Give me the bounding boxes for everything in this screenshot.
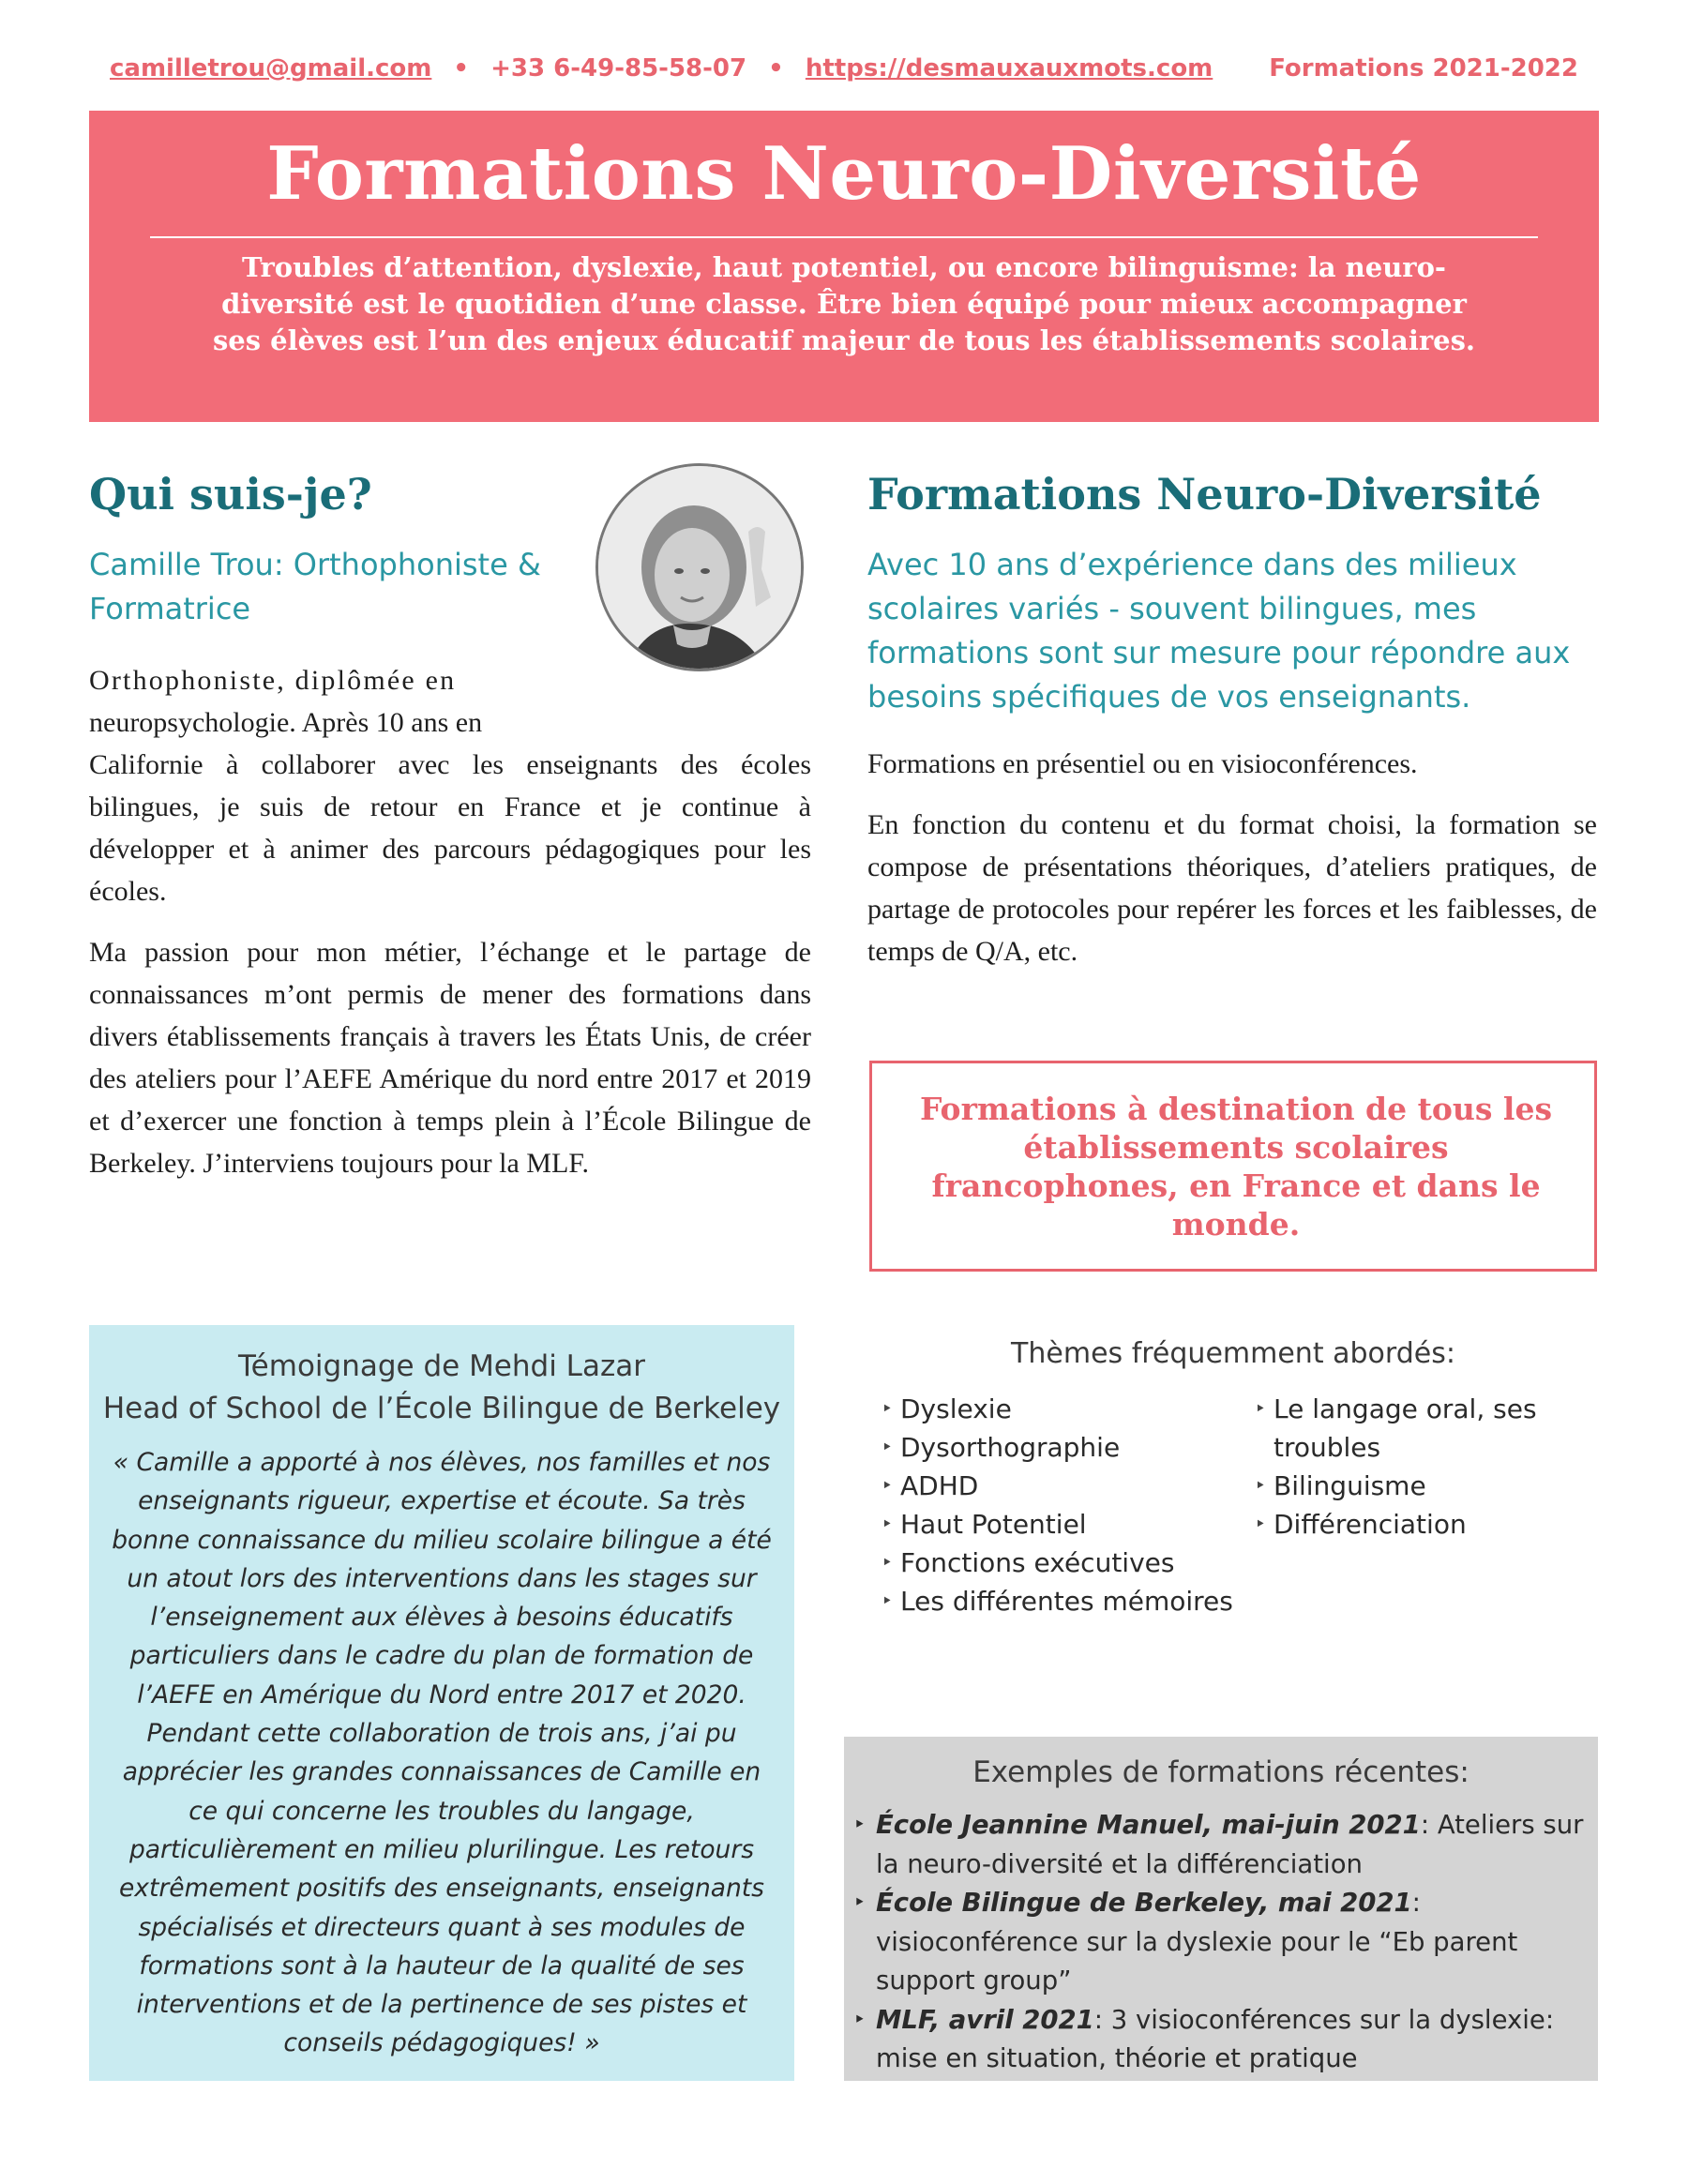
formations-paragraph: En fonction du contenu et du format choisi, la formation se compose de présentations théoriques, d’ateliers pratiques, de partage de protocoles pour repérer les forces et les faiblesses, de temps de Q/A, etc. [867,809,1597,967]
about-para-line: neuropsychologie. Après 10 ans en [89,707,483,738]
about-paragraph: Californie à collaborer avec les enseignants des écoles bilingues, je suis de retour en France et je continue à développer et à animer des parcours pédagogiques pour les écoles. [89,749,811,907]
contact-header [110,54,1578,92]
testimonial-quote: « Camille a apporté à nos élèves, nos familles et nos enseignants rigueur, expertise et écoute. Sa très bonne connaissance du milieu scolaire bilingue a été un atout lors des interventions dans les stages sur l’enseignement aux élèves à besoins éducatifs particuliers dans le cadre du plan de formation de l’AEFE en Amérique du Nord entre 2017 et 2020. Pendant cette collaboration de trois ans, j’ai pu apprécier les grandes connaissances de Camille en ce qui concerne les troubles du langage, particulièrement en milieu plurilingue. Les retours extrêmement positifs des enseignants, enseignants spécialisés et directeurs quant à ses modules de formations sont à la hauteur de la qualité de ses interventions et de la pertinence de ses pistes et conseils pédagogiques! » [112,1448,772,2058]
themes-list-right [1255,1390,1564,1544]
list-item: ‣ Dyslexie [882,1390,1238,1428]
examples-list [853,1806,1585,2079]
examples-title: Exemples de formations récentes: [972,1755,1469,1789]
example-detail: : visioconférence sur la dyslexie pour le “Eb parent support group” [876,1888,1518,1996]
callout-text: Formations à destination de tous les établissements scolaires francophones, en France et dans le monde. [919,1091,1553,1243]
example-detail: : 3 visioconférences sur la dyslexie: mise en situation, théorie et pratique [876,2004,1555,2073]
testimonial-role: Head of School de l’École Bilingue de Berkeley [102,1392,781,1425]
about-paragraph: Ma passion pour mon métier, l’échange et le partage de connaissances m’ont permis de mener des formations dans divers établissements français à travers les États Unis, de créer des ateliers pour l’AEFE Amérique du nord entre 2017 et 2019 et d’exercer une fonction à temps plein à l’École Bilingue de Berkeley. J’interviens toujours pour la MLF. [89,937,811,1179]
examples-box [844,1737,1598,2081]
list-item [853,1806,1585,1884]
about-para-line: Orthophoniste, diplômée en [89,665,457,696]
list-item: ‣ Dysorthographie [882,1428,1238,1467]
avatar [595,463,804,671]
formations-heading: Formations Neuro-Diversité [867,469,1542,520]
example-detail: : Ateliers sur la neuro-diversité et la différenciation [876,1810,1584,1879]
testimonial-box [89,1325,794,2081]
banner-subtitle: Troubles d’attention, dyslexie, haut potentiel, ou encore bilinguisme: la neuro-diversité est le quotidien d’une classe. Être bien équipé pour mieux accompagner ses élèves est l’un des enjeux éducatif majeur de tous les établissements scolaires. [212,251,1476,356]
banner-divider [150,236,1538,238]
list-item [853,1884,1585,2001]
testimonial-title [89,1346,794,1430]
formations-paragraph: Formations en présentiel ou en visioconférences. [867,748,1418,779]
list-item: ‣ Le langage oral, ses troubles [1255,1390,1564,1467]
list-item: ‣ Fonctions exécutives [882,1544,1238,1582]
separator: • [768,54,784,83]
email-link[interactable]: camilletrou@gmail.com [110,54,432,83]
example-name: École Bilingue de Berkeley, mai 2021 [876,1888,1412,1918]
themes-title: Thèmes fréquemment abordés: [1011,1337,1455,1370]
about-name-line: Formatrice [89,591,251,626]
season-label: Formations 2021-2022 [1269,54,1578,83]
list-item: ‣ Différenciation [1255,1505,1564,1544]
phone-number: +33 6-49-85-58-07 [490,54,747,83]
audience-callout [869,1061,1597,1272]
separator: • [453,54,470,83]
website-link[interactable]: https://desmauxauxmots.com [805,54,1213,83]
example-name: École Jeannine Manuel, mai-juin 2021 [876,1810,1421,1840]
testimonial-author: Témoignage de Mehdi Lazar [238,1349,645,1383]
list-item [853,2001,1585,2079]
themes-list-left [882,1390,1238,1620]
example-name: MLF, avril 2021 [876,2004,1094,2035]
formations-intro: Avec 10 ans d’expérience dans des milieux scolaires variés - souvent bilingues, mes formations sont sur mesure pour répondre aux besoins spécifiques de vos enseignants. [867,547,1571,715]
list-item: ‣ Les différentes mémoires [882,1582,1238,1620]
about-heading: Qui suis-je? [89,469,372,520]
page-title: Formations Neuro-Diversité [266,131,1422,217]
list-item: ‣ Haut Potentiel [882,1505,1238,1544]
about-name-line: Camille Trou: Orthophoniste & [89,547,541,582]
portrait-photo [598,466,801,669]
list-item: ‣ Bilinguisme [1255,1467,1564,1505]
about-name [89,543,595,631]
about-body [89,659,811,1203]
title-banner [89,111,1599,422]
list-item: ‣ ADHD [882,1467,1238,1505]
formations-body [867,743,1597,991]
